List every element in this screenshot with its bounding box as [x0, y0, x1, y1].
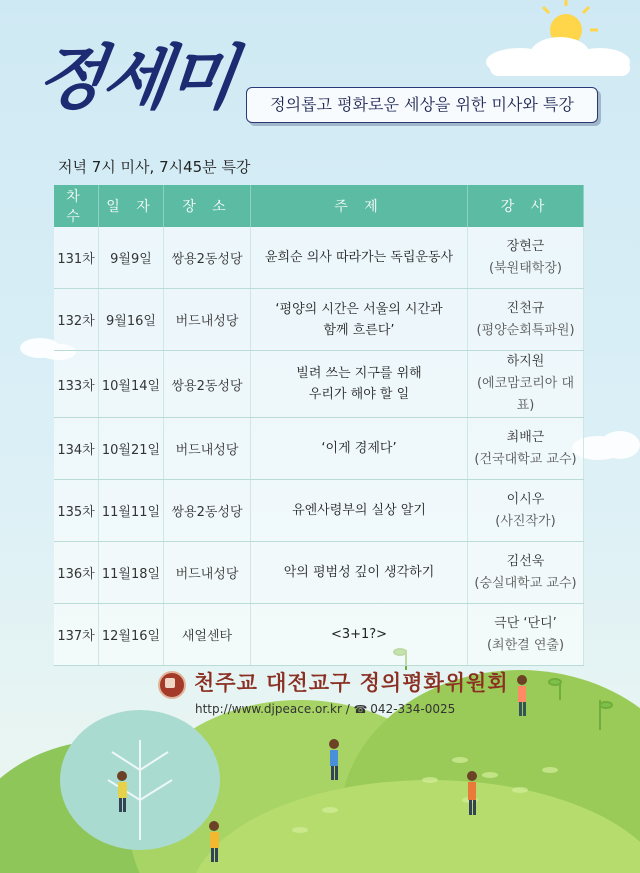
topic-line: 유엔사령부의 실상 알기 [292, 503, 426, 518]
table-row [54, 289, 584, 351]
topic-line: 함께 흐른다’ [323, 322, 395, 338]
speaker-affiliation: (최한결 연출) [486, 637, 565, 653]
table-row [54, 418, 584, 480]
place-cell: 버드내성당 [164, 289, 251, 351]
session-cell: 134차 [54, 418, 99, 480]
speaker-name: 이시우 [506, 491, 545, 507]
place-cell: 쌍용2동성당 [164, 227, 251, 289]
separator: / [345, 702, 350, 716]
header-topic: 주 제 [251, 185, 468, 227]
header-date: 일 자 [99, 185, 164, 227]
topic-cell [251, 289, 468, 351]
place-cell: 버드내성당 [164, 418, 251, 480]
date-cell: 10월14일 [99, 351, 164, 418]
date-cell: 9월9일 [99, 227, 164, 289]
topic-line: <3+1?> [330, 627, 388, 642]
table-header-row [54, 185, 584, 227]
speaker-affiliation: (숭실대학교 교수) [474, 575, 577, 591]
speaker-cell [468, 542, 584, 604]
website-link[interactable]: http://www.djpeace.or.kr [195, 702, 342, 716]
speaker-affiliation: (에코맘코리아 대표) [476, 376, 575, 413]
organization-name: 천주교 대전교구 정의평화위원회 [194, 671, 509, 695]
brand-title: 정세미 [31, 36, 241, 119]
place-cell: 새얼센타 [164, 604, 251, 666]
time-note: 저녁 7시 미사, 7시45분 특강 [58, 158, 251, 176]
phone-number: 042-334-0025 [370, 702, 456, 716]
schedule-table [54, 185, 584, 666]
speaker-cell [468, 604, 584, 666]
session-cell: 131차 [54, 227, 99, 289]
date-cell: 11월18일 [99, 542, 164, 604]
date-cell: 10월21일 [99, 418, 164, 480]
subtitle-box [246, 87, 598, 123]
speaker-affiliation: (사진작가) [495, 513, 556, 529]
topic-line: 우리가 해야 할 일 [308, 387, 410, 402]
speaker-name: 하지원 [506, 354, 545, 369]
place-cell: 버드내성당 [164, 542, 251, 604]
topic-line: ‘이게 경제다’ [321, 441, 397, 456]
speaker-cell [468, 480, 584, 542]
session-cell: 133차 [54, 351, 99, 418]
diocese-seal-icon [158, 671, 186, 699]
speaker-affiliation: (평양순회특파원) [476, 322, 575, 338]
topic-line: 빌려 쓰는 지구를 위해 [296, 366, 422, 381]
place-cell: 쌍용2동성당 [164, 351, 251, 418]
topic-line: 윤희순 의사 따라가는 독립운동사 [264, 250, 454, 265]
speaker-name: 진천규 [506, 300, 545, 316]
speaker-name: 최배근 [506, 429, 545, 445]
topic-line: 악의 평범성 깊이 생각하기 [283, 565, 435, 580]
table-row [54, 480, 584, 542]
header-speaker: 강 사 [468, 185, 584, 227]
speaker-name: 장현근 [506, 238, 545, 254]
table-row [54, 542, 584, 604]
place-cell: 쌍용2동성당 [164, 480, 251, 542]
speaker-affiliation: (북원태학장) [489, 260, 562, 276]
topic-cell [251, 351, 468, 418]
topic-line: ‘평양의 시간은 서울의 시간과 [275, 301, 443, 317]
session-cell: 135차 [54, 480, 99, 542]
speaker-name: 김선욱 [506, 553, 545, 569]
table-row [54, 227, 584, 289]
session-cell: 132차 [54, 289, 99, 351]
speaker-affiliation: (건국대학교 교수) [474, 451, 577, 467]
topic-cell [251, 418, 468, 480]
date-cell: 9월16일 [99, 289, 164, 351]
table-row [54, 604, 584, 666]
session-cell: 137차 [54, 604, 99, 666]
speaker-cell [468, 227, 584, 289]
date-cell: 11월11일 [99, 480, 164, 542]
speaker-name: 극단 ‘단디’ [494, 615, 557, 631]
date-cell: 12월16일 [99, 604, 164, 666]
speaker-cell [468, 418, 584, 480]
topic-cell [251, 542, 468, 604]
header-session: 차 수 [54, 185, 99, 227]
topic-cell [251, 480, 468, 542]
contact-line [195, 702, 455, 716]
cloud-icon [486, 37, 630, 76]
phone-icon: ☎ [353, 703, 368, 716]
speaker-cell [468, 289, 584, 351]
session-cell: 136차 [54, 542, 99, 604]
subtitle: 정의롭고 평화로운 세상을 위한 미사와 특강 [270, 95, 574, 114]
speaker-cell [468, 351, 584, 418]
topic-cell [251, 227, 468, 289]
table-row [54, 351, 584, 418]
header-place: 장 소 [164, 185, 251, 227]
topic-cell [251, 604, 468, 666]
